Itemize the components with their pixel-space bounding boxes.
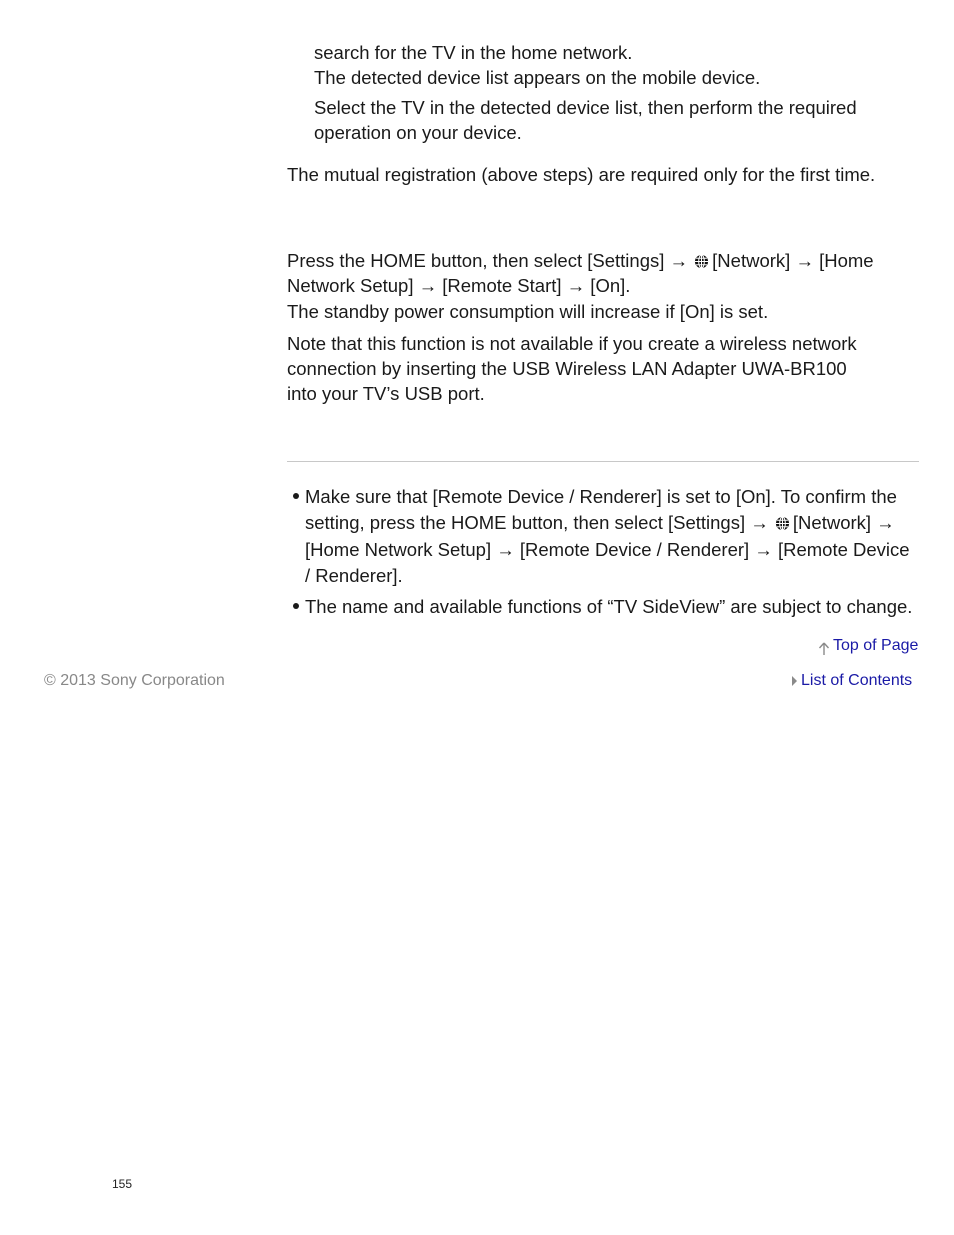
- globe-icon: [694, 254, 709, 269]
- bullet-icon: [293, 603, 299, 609]
- step-text-line: Select the TV in the detected device list, then perform the required: [314, 97, 857, 118]
- step-text-line: search for the TV in the home network.: [314, 42, 633, 63]
- hint-line: The name and available functions of “TV SideView” are subject to change.: [305, 596, 913, 617]
- remote-start-text: [Network] → [Home: [712, 250, 874, 271]
- note-line: into your TV’s USB port.: [287, 383, 485, 404]
- up-arrow-icon: [818, 642, 830, 656]
- note-line: connection by inserting the USB Wireless LAN Adapter UWA-BR100: [287, 358, 847, 379]
- copyright: © 2013 Sony Corporation: [44, 672, 225, 689]
- page-number: 155: [112, 1177, 133, 1191]
- top-of-page-link[interactable]: Top of Page: [833, 637, 919, 654]
- hint-text: [Network] →: [792, 512, 895, 533]
- remote-start-text: Press the HOME button, then select [Settings] →: [287, 250, 689, 271]
- section-divider: [287, 461, 919, 462]
- note-line: Note that this function is not available if you create a wireless network: [287, 333, 857, 354]
- standby-power-note: The standby power consumption will increase if [On] is set.: [287, 301, 769, 322]
- remote-start-line: [287, 248, 874, 273]
- list-of-contents-link[interactable]: List of Contents: [801, 672, 913, 689]
- bullet-icon: [293, 493, 299, 499]
- step-text-line: The detected device list appears on the mobile device.: [314, 67, 761, 88]
- step-text-line: operation on your device.: [314, 122, 522, 143]
- mutual-registration-note: The mutual registration (above steps) are required only for the first time.: [287, 164, 876, 185]
- hint-line: [305, 510, 895, 535]
- remote-start-line: Network Setup] → [Remote Start] → [On].: [287, 275, 631, 296]
- hint-text: setting, press the HOME button, then select [Settings] →: [305, 512, 769, 533]
- triangle-right-icon: [792, 676, 797, 686]
- globe-icon: [775, 516, 790, 531]
- hint-line: Make sure that [Remote Device / Renderer] is set to [On]. To confirm the: [305, 486, 897, 507]
- hint-line: / Renderer].: [305, 565, 403, 586]
- hint-line: [Home Network Setup] → [Remote Device / Renderer] → [Remote Device: [305, 539, 910, 560]
